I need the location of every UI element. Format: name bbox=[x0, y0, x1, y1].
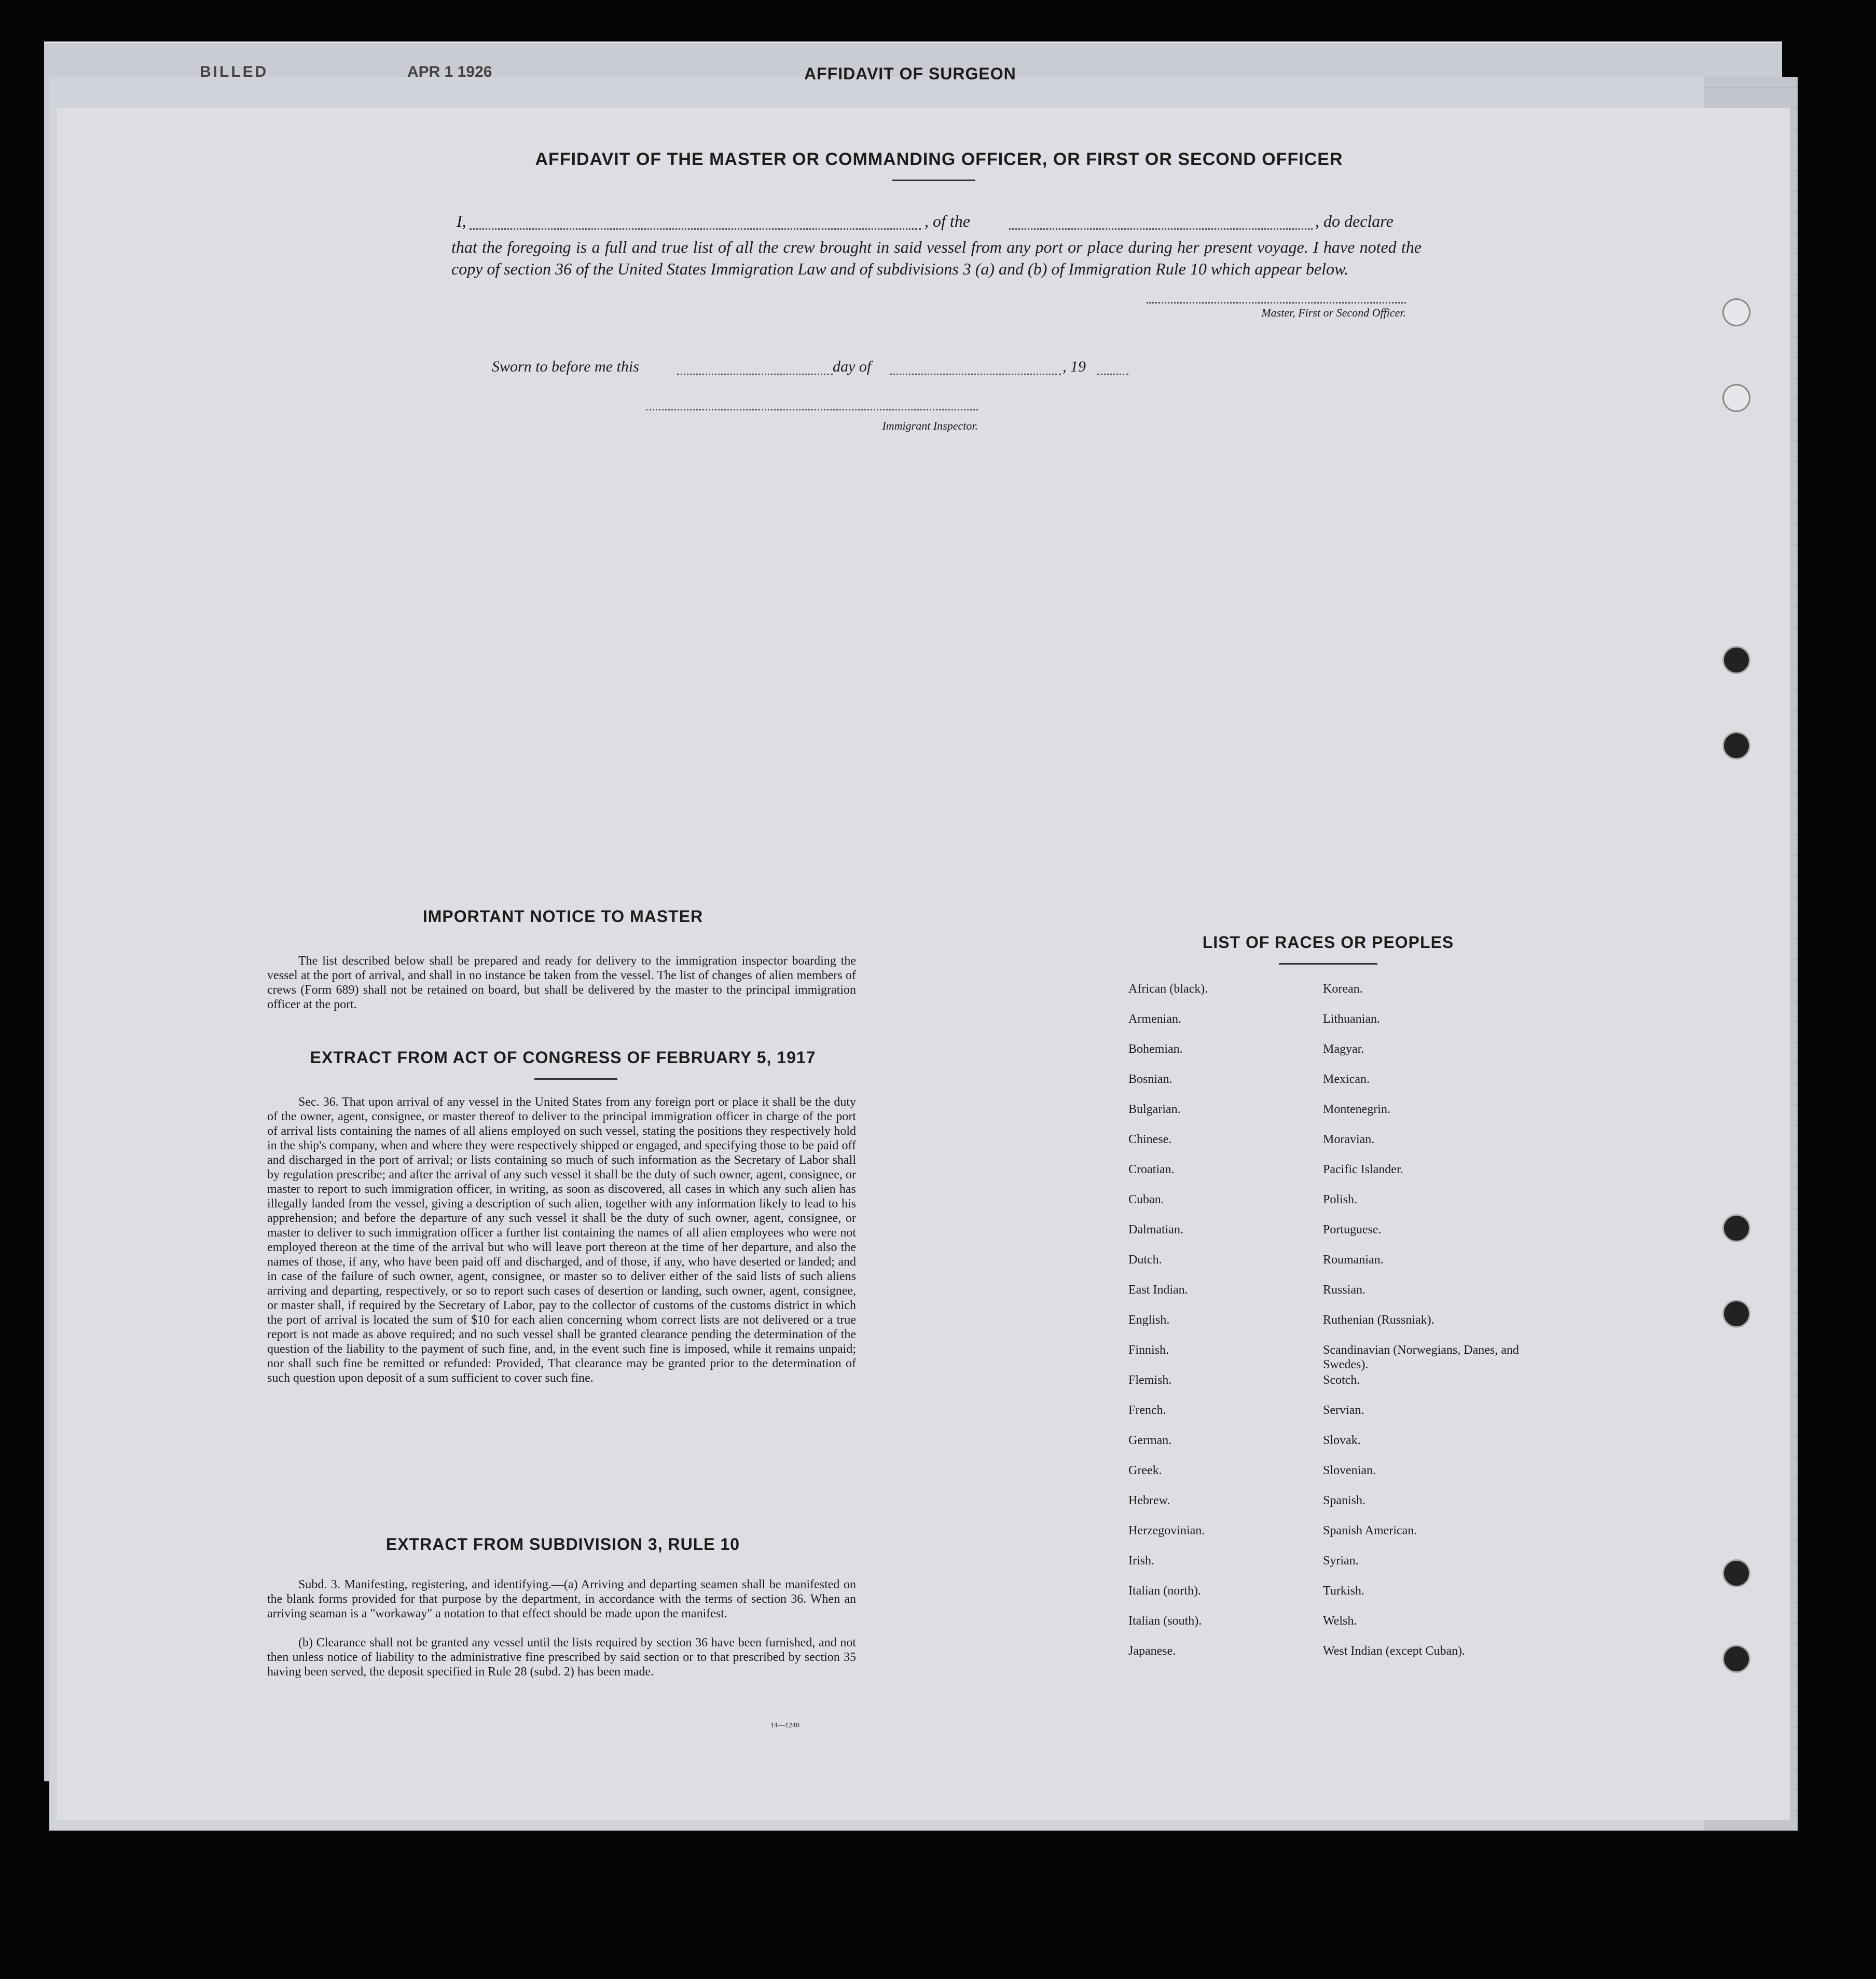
binder-hole bbox=[1722, 1645, 1750, 1673]
declaration-text: that the foregoing is a full and true list of all the crew brought in said vessel from any port or place during her present voyage. I have noted the copy of section 36 of the United States Immigration Law and of subdivisions 3 (a) and (b) of Immigration Rule 10 which appear below. bbox=[451, 238, 1422, 278]
race-item: Lithuanian. bbox=[1323, 1012, 1380, 1026]
top-strip-header bbox=[44, 44, 1782, 83]
of-the-label: , of the bbox=[925, 212, 970, 230]
race-item: African (black). bbox=[1128, 982, 1208, 996]
race-item: Bulgarian. bbox=[1128, 1103, 1181, 1116]
race-item: Bohemian. bbox=[1128, 1042, 1183, 1056]
race-item: Servian. bbox=[1323, 1404, 1364, 1417]
race-item: Irish. bbox=[1128, 1554, 1154, 1568]
day-of-label: day of bbox=[833, 358, 872, 375]
binder-hole bbox=[1722, 732, 1750, 760]
notice-title: IMPORTANT NOTICE TO MASTER bbox=[422, 907, 703, 926]
extract-act-title: EXTRACT FROM ACT OF CONGRESS OF FEBRUARY 5, 1917 bbox=[310, 1048, 816, 1067]
race-item: Mexican. bbox=[1323, 1073, 1370, 1086]
race-item: Polish. bbox=[1323, 1193, 1358, 1206]
race-item: Roumanian. bbox=[1323, 1253, 1384, 1267]
extract-act-text: Sec. 36. That upon arrival of any vessel in the United States from any foreign port or place it shall be the duty of the owner, agent, consignee, or master thereof to deliver to the principal immigration officer in charge of the port of arrival lists containing the names of all aliens employed on such vessel, stating the positions they respectively hold in the ship's company, when and where they were respectively shipped or engaged, and specifying those to be paid off and discharged in the port of arrival; or lists containing so much of such information as the Secretary of Labor shall by regulation prescribe; and after the arrival of any such vessel it shall be the duty of such owner, agent, consignee, or master to report to such immigration officer, in writing, as soon as discovered, all cases in which any such alien has illegally landed from the vessel, giving a description of such alien, together with any information likely to lead to his apprehension; and before the departure of any such vessel it shall be the duty of such owner, agent, consignee, or master to deliver to such immigration officer a further list containing the names of all alien employees who were not employed thereon at the time of the arrival but who will leave port thereon at the time of her departure, and also the names of those, if any, who have been paid off and discharged, and of those, if any, who have deserted or landed; and in case of the failure of such owner, agent, consignee, or master so to deliver either of the said lists of such aliens arriving and departing, respectively, or so to report such cases of desertion or landing, such owner, agent, consignee, or master shall, if required by the Secretary of Labor, pay to the collector of customs of the customs district in which the port of arrival is located the sum of $10 for each alien concerning whom correct lists are not delivered or a true report is not made as above required; and no such vessel shall be granted clearance pending the determination of the question of the liability to the payment of such fine, and, in the event such fine is imposed, while it remains unpaid; nor shall such fine be remitted or refunded: Provided, That clearance may be granted prior to the determination of such question upon deposit of a sum sufficient to cover such fine. bbox=[267, 1095, 856, 1385]
binder-hole bbox=[1722, 1300, 1750, 1328]
race-item: Chinese. bbox=[1128, 1133, 1172, 1146]
binder-hole bbox=[1722, 646, 1750, 674]
race-item: Magyar. bbox=[1323, 1042, 1364, 1056]
sworn-day-line[interactable] bbox=[677, 374, 833, 375]
form-number: 14—1240 bbox=[770, 1722, 799, 1729]
race-item: Scandinavian (Norwegians, Danes, and Swedes). bbox=[1323, 1343, 1519, 1371]
race-item: Montenegrin. bbox=[1323, 1103, 1390, 1116]
race-item: Moravian. bbox=[1323, 1133, 1375, 1146]
races-rule bbox=[1279, 963, 1377, 965]
race-item: Spanish. bbox=[1323, 1494, 1366, 1507]
race-item: Bosnian. bbox=[1128, 1073, 1172, 1086]
race-item: Korean. bbox=[1323, 982, 1363, 996]
race-item: Spanish American. bbox=[1323, 1524, 1417, 1537]
race-item: English. bbox=[1128, 1313, 1170, 1327]
race-item: Dalmatian. bbox=[1128, 1223, 1183, 1236]
affidavit-of-surgeon-title: AFFIDAVIT OF SURGEON bbox=[804, 64, 1016, 83]
race-item: Croatian. bbox=[1128, 1163, 1175, 1176]
race-item: Cuban. bbox=[1128, 1193, 1164, 1206]
race-item: Syrian. bbox=[1323, 1554, 1359, 1568]
inspector-signature-line[interactable] bbox=[646, 409, 978, 410]
affidavit-title: AFFIDAVIT OF THE MASTER OR COMMANDING OFFICER, OR FIRST OR SECOND OFFICER bbox=[535, 149, 1343, 169]
do-declare-label: , do declare bbox=[1315, 212, 1394, 230]
billed-stamp: BILLED bbox=[200, 63, 269, 80]
binder-hole bbox=[1722, 1559, 1750, 1587]
officer-signature-line[interactable] bbox=[1147, 302, 1406, 304]
race-item: Japanese. bbox=[1128, 1644, 1176, 1658]
race-item: Russian. bbox=[1323, 1283, 1366, 1297]
race-item: Greek. bbox=[1128, 1464, 1162, 1477]
race-item: Herzegovinian. bbox=[1128, 1524, 1205, 1537]
notice-text: The list described below shall be prepared and ready for delivery to the immigration inspector boarding the vessel at the port of arrival, and shall in no instance be taken from the vessel. The list of changes of alien members of crews (Form 689) shall not be retained on board, but shall be delivered by the master to the principal immigration officer at the port. bbox=[267, 954, 856, 1011]
extract-rule-text-a: Subd. 3. Manifesting, registering, and identifying.—(a) Arriving and departing seamen shall be manifested on the blank forms provided for that purpose by the department, in accordance with the terms of section 36. When an arriving seaman is a "workaway" a notation to that effect should be made upon the manifest. bbox=[267, 1578, 856, 1620]
race-item: Hebrew. bbox=[1128, 1494, 1170, 1507]
sworn-label: Sworn to before me this bbox=[492, 358, 639, 375]
race-item: Italian (north). bbox=[1128, 1584, 1201, 1598]
race-item: French. bbox=[1128, 1404, 1166, 1417]
race-item: East Indian. bbox=[1128, 1283, 1188, 1297]
title-rule bbox=[892, 180, 975, 181]
race-item: Scotch. bbox=[1323, 1373, 1360, 1387]
race-item: Portuguese. bbox=[1323, 1223, 1382, 1236]
race-item: German. bbox=[1128, 1434, 1172, 1447]
race-item: Pacific Islander. bbox=[1323, 1163, 1403, 1176]
binder-hole bbox=[1722, 298, 1750, 326]
race-item: Slovak. bbox=[1323, 1434, 1361, 1447]
extract-rule-title: EXTRACT FROM SUBDIVISION 3, RULE 10 bbox=[385, 1535, 740, 1554]
race-item: Ruthenian (Russniak). bbox=[1323, 1313, 1434, 1327]
race-item: Turkish. bbox=[1323, 1584, 1364, 1598]
race-item: Finnish. bbox=[1128, 1343, 1169, 1357]
sworn-year-label: , 19 bbox=[1063, 358, 1086, 375]
race-item: Dutch. bbox=[1128, 1253, 1162, 1267]
races-title: LIST OF RACES OR PEOPLES bbox=[1202, 933, 1454, 952]
declarant-name-line[interactable] bbox=[470, 228, 921, 230]
race-item: West Indian (except Cuban). bbox=[1323, 1644, 1465, 1658]
binder-hole bbox=[1722, 1214, 1750, 1242]
vessel-name-line[interactable] bbox=[1009, 228, 1313, 230]
signature-label: Master, First or Second Officer. bbox=[1261, 306, 1406, 319]
declarant-prefix: I, bbox=[457, 212, 466, 230]
extract-act-rule bbox=[534, 1078, 617, 1080]
race-item: Armenian. bbox=[1128, 1012, 1181, 1026]
race-item: Italian (south). bbox=[1128, 1614, 1202, 1628]
inspector-label: Immigrant Inspector. bbox=[882, 419, 978, 432]
binder-hole bbox=[1722, 384, 1750, 412]
sworn-month-line[interactable] bbox=[890, 374, 1061, 375]
extract-rule-text-b: (b) Clearance shall not be granted any vessel until the lists required by section 36 have been furnished, and not then unless notice of liability to the administrative fine prescribed by said section or to that prescribed by section 35 having been served, the deposit specified in Rule 28 (subd. 2) has been made. bbox=[267, 1636, 856, 1679]
sworn-year-line[interactable] bbox=[1097, 374, 1128, 375]
billed-date-stamp: APR 1 1926 bbox=[407, 63, 492, 80]
race-item: Flemish. bbox=[1128, 1373, 1172, 1387]
race-item: Slovenian. bbox=[1323, 1464, 1376, 1477]
race-item: Welsh. bbox=[1323, 1614, 1357, 1628]
